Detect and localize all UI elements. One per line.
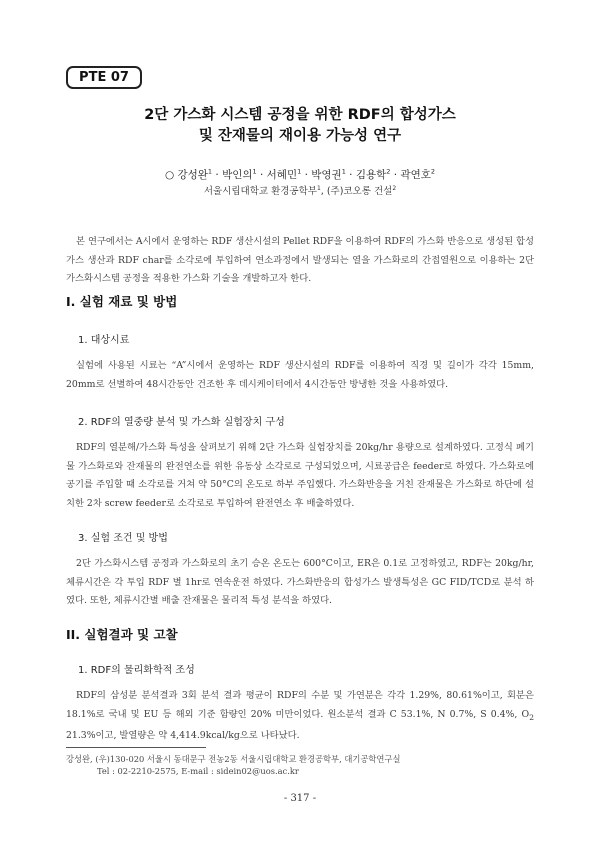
author-affil-mark: 2 xyxy=(386,167,391,176)
composition-paragraph xyxy=(66,687,534,745)
affiliation-1: 서울시립대학교 환경공학부 xyxy=(203,186,317,197)
footnote-contact: Tel : 02-2210-2575, E-mail : sidein02@uos.ac.kr xyxy=(97,766,299,776)
subsection-heading-composition: 1. RDF의 물리화학적 조성 xyxy=(78,665,195,676)
author-name: · 박영권 xyxy=(301,169,342,181)
presenter-marker: ○ xyxy=(164,169,175,181)
author-affil-mark: 1 xyxy=(252,167,257,176)
paper-title-line-2: 및 잔재물의 재이용 가능성 연구 xyxy=(198,128,402,144)
affiliation-mark: 1 xyxy=(316,184,321,192)
author-name: · 서혜민 xyxy=(256,169,298,181)
section-heading-results: II. 실험결과 및 고찰 xyxy=(66,627,178,642)
author-name: · 김용학 xyxy=(345,169,387,181)
composition-text-end: 21.3%이고, 발열량은 약 4,414.9kcal/kg으로 나타났다. xyxy=(66,729,300,741)
section-heading-methods: I. 실험 재료 및 방법 xyxy=(66,294,178,309)
subsection-heading-conditions: 3. 실험 조건 및 방법 xyxy=(78,533,168,544)
apparatus-paragraph: RDF의 열분해/가스화 특성을 살펴보기 위해 2단 가스화 실험장치를 20kg/hr 용량으로 설계하였다. 고정식 폐기물 가스화로와 잔재물의 완전연소를 위한 유동상 소각로로 구성되었으며, 시료공급은 feeder로 하였다. 가스화로에 공기를 주입할 때 소각로를 거쳐 약 50°C의 온도로 하부 주입했다. 가스화반응을 거친 잔재물은 가스화로 하단에 설치한 2차 screw feeder로 소각로로 투입하여 완전연소 후 배출하였다. xyxy=(66,442,534,509)
author-name: 강성완 xyxy=(177,169,208,181)
author-affil-mark: 2 xyxy=(430,167,436,176)
author-list xyxy=(0,167,600,182)
session-code-badge: PTE 07 xyxy=(66,66,142,89)
affiliation-line xyxy=(0,183,600,197)
author-name: · 박인의 xyxy=(212,169,253,181)
page-number: - 317 - xyxy=(283,793,317,804)
abstract-paragraph: 본 연구에서는 A시에서 운영하는 RDF 생산시설의 Pellet RDF을 이용하여 RDF의 가스화 반응으로 생성된 합성가스 생산과 RDF char를 소각로에 투입하여 연소과정에서 발생되는 열을 가스화로의 간접열원으로 이용하는 2단 가스화시스템 공정을 적용한 가스화 기술을 개발하고자 한다. xyxy=(66,236,534,284)
footnote-address: 강성완, (우)130-020 서울시 동대문구 전농2동 서울시립대학교 환경공학부, 대기공학연구실 xyxy=(66,754,401,764)
samples-paragraph: 실험에 사용된 시료는 “A”시에서 운영하는 RDF 생산시설의 RDF를 이용하여 직경 및 길이가 각각 15mm, 20mm로 선별하여 48시간동안 건조한 후 데시케이터에서 4시간동안 방냉한 것을 사용하였다. xyxy=(66,360,534,390)
footnote-divider xyxy=(66,747,206,748)
composition-text: RDF의 삼성분 분석결과 3회 분석 결과 평균이 RDF의 수분 및 가연분은 각각 1.29%, 80.61%이고, 회분은 18.1%로 국내 및 EU 등 해외 기준 함량인 20% 미만이었다. 원소분석 결과 C 53.1%, N 0.7%, S 0.4%, O xyxy=(66,690,534,720)
subsection-heading-apparatus: 2. RDF의 열중량 분석 및 가스화 실험장치 구성 xyxy=(78,417,285,428)
author-name: · 곽연호 xyxy=(390,169,431,181)
affiliation-2: , (주)코오롱 건설 xyxy=(320,186,393,197)
author-affil-mark: 1 xyxy=(207,167,213,176)
conditions-paragraph: 2단 가스화시스템 공정과 가스화로의 초기 승온 온도는 600°C이고, ER은 0.1로 고정하였고, RDF는 20kg/hr, 체류시간은 각 투입 RDF 별 1hr로 연속운전 하였다. 가스화반응의 합성가스 발생특성은 GC FID/TCD로 분석 하였다. 또한, 체류시간별 배출 잔재물은 물리적 특성 분석을 하였다. xyxy=(66,558,534,606)
affiliation-mark: 2 xyxy=(392,184,397,192)
author-affil-mark: 1 xyxy=(297,167,302,176)
paper-title-line-1: 2단 가스화 시스템 공정을 위한 RDF의 합성가스 xyxy=(144,107,456,123)
author-affil-mark: 1 xyxy=(341,167,346,176)
subsection-heading-samples: 1. 대상시료 xyxy=(78,335,130,346)
oxygen-subscript: 2 xyxy=(529,712,534,722)
